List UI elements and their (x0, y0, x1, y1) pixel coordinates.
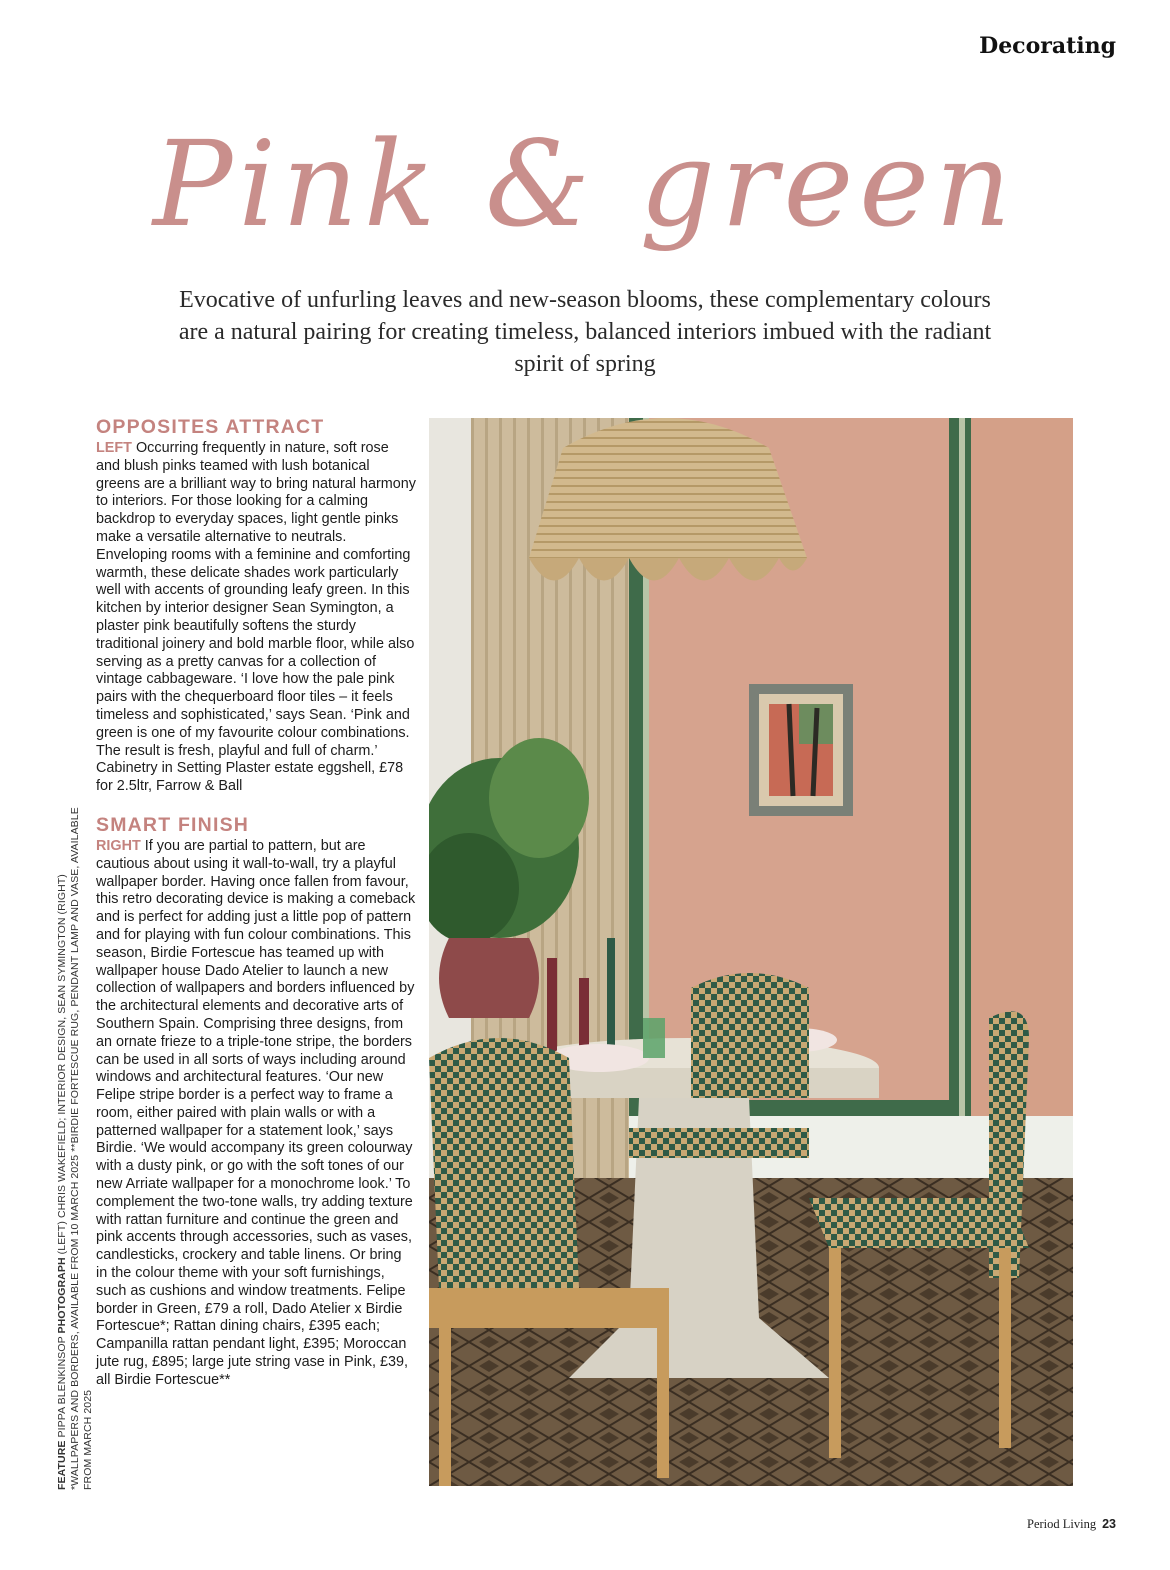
section-heading-smart-finish: SMART FINISH (96, 813, 250, 836)
body-text-smart-finish: If you are partial to pattern, but are cautious about using it wall-to-wall, try a playful wallpaper border. Having once fallen from favour, this retro decorating device is making a comeback and is perfect for adding just a little pop of pattern and for playing with fun colour combinations. This season, Birdie Fortescue has teamed up with wallpaper house Dado Atelier to launch a new collection of wallpapers and borders influenced by the architectural elements and decorative arts of Southern Spain. Comprising three designs, from an ornate frieze to a triple-tone stripe, the borders can be used in all sorts of ways including around windows and architectural features. ‘Our new Felipe stripe border is a perfect way to frame a room, either paired with plain walls or with a patterned wallpaper for a statement look,’ says Birdie. ‘We would accompany its green colourway with a dusty pink, or go with the soft tones of our new Arriate wallpaper for a monochrome look.’ To complement the two-tone walls, try adding texture with rattan furniture and continue the green and pink accents through accessories, such as vases, candlesticks, crockery and table linens. Or bring in the colour theme with your soft furnishings, such as cushions and window treatments. Felipe border in Green, £79 a roll, Dado Atelier x Birdie Fortescue*; Rattan dining chairs, £395 each; Campanilla rattan pendant light, £395; Moroccan jute rug, £895; large jute string vase in Pink, £39, all Birdie Fortescue** (96, 837, 416, 1388)
credit-feature-name: PIPPA BLENKINSOP (56, 1333, 68, 1441)
section-heading-opposites: OPPOSITES ATTRACT (96, 416, 325, 438)
page-headline: Pink & green (152, 115, 1018, 253)
body-text-opposites: Occurring frequently in nature, soft rose and blush pinks teamed with lush botanical greens are a brilliant way to bring natural harmony to interiors. For those looking for a calming backdrop to everyday spaces, light gentle pinks make a versatile alternative to neutrals. Enveloping rooms with a feminine and comforting warmth, these delicate shades work particularly well with accents of grounding leafy green. In this kitchen by interior designer Sean Symington, a plaster pink beautifully softens the sturdy traditional joinery and bold marble floor, while also serving as a pretty canvas for a collection of vintage cabbageware. ‘I love how the pale pink pairs with the chequerboard floor tiles – it feels timeless and sophisticated,’ says Sean. ‘Pink and green is one of my favourite colour combinations. The result is fresh, playful and full of charm.’ Cabinetry in Setting Plaster estate eggshell, £78 for 2.5ltr, Farrow & Ball (96, 440, 416, 795)
lead-left: LEFT (96, 440, 132, 456)
article-text-column (96, 414, 416, 1390)
section-body-smart-finish (96, 838, 416, 1390)
standfirst: Evocative of unfurling leaves and new-season blooms, these complementary colours are a natural pairing for creating timeless, balanced interiors imbued with the radiant spirit of spring (178, 287, 992, 377)
section-body-opposites (96, 440, 416, 796)
credit-photo-text: (LEFT) CHRIS WAKEFIELD; INTERIOR DESIGN, SEAN SYMINGTON (RIGHT) *WALLPAPERS AND BORDERS, AVAILABLE FROM 10 MARCH 2025 **BIRDIE FORTESCUE RUG, PENDANT LAMP AND VASE, AVAILABLE FROM MARCH 2025 (56, 807, 94, 1490)
section-label: Decorating (979, 33, 1116, 59)
page-footer (1027, 1517, 1116, 1532)
credit-feature-label: FEATURE (56, 1440, 68, 1490)
credit-photo-label: PHOTOGRAPH (56, 1257, 68, 1334)
footer-magazine: Period Living (1027, 1517, 1097, 1531)
dining-room-photo (429, 418, 1073, 1486)
page-number: 23 (1102, 1517, 1116, 1531)
photo-credits (56, 800, 94, 1490)
lead-right: RIGHT (96, 837, 141, 854)
